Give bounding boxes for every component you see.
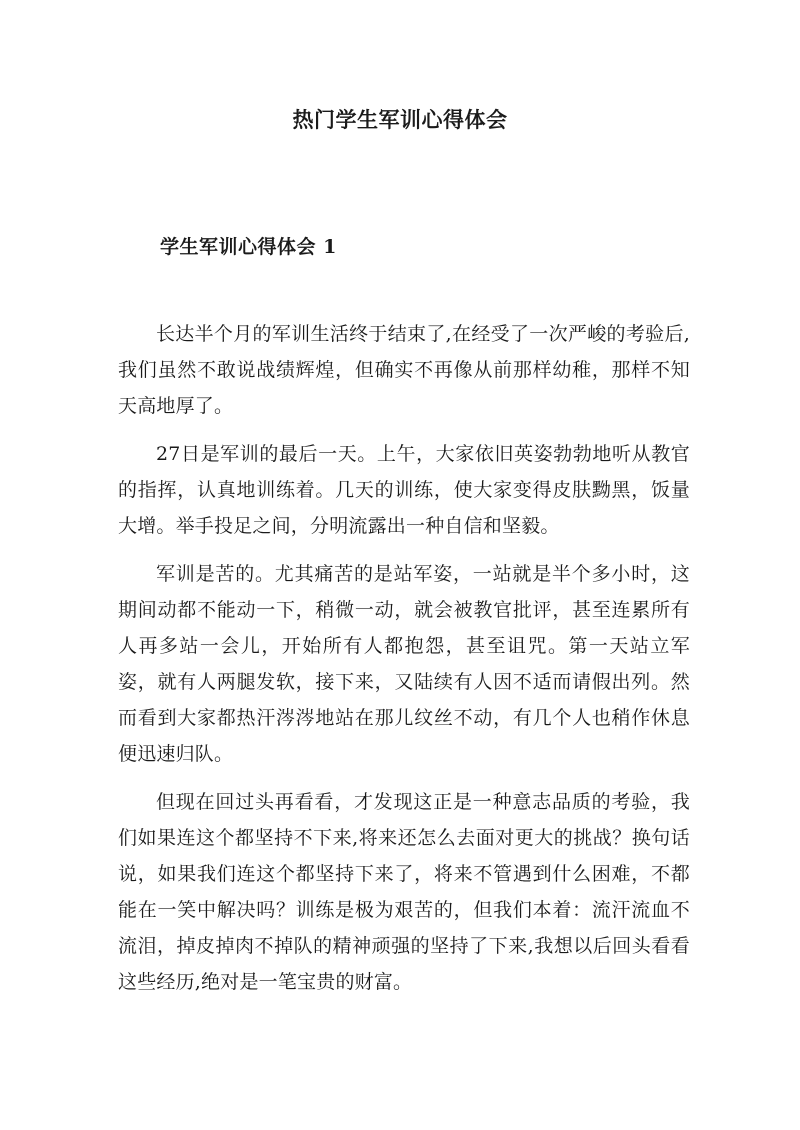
body-text [118, 316, 690, 1012]
paragraph: 但现在回过头再看看，才发现这正是一种意志品质的考验，我们如果连这个都坚持不下来,将来还怎么去面对更大的挑战？换句话说，如果我们连这个都坚持下来了，将来不管遇到什么困难，不都能在一笑中解决吗？训练是极为艰苦的，但我们本着：流汗流血不流泪，掉皮掉肉不掉队的精神顽强的坚持了下来,我想以后回头看看这些经历,绝对是一笔宝贵的财富。 [118, 791, 690, 993]
document-title: 热门学生军训心得体会 [292, 107, 508, 132]
paragraph: 27日是军训的最后一天。上午，大家依旧英姿勃勃地听从教官的指挥，认真地训练着。几天的训练，使大家变得皮肤黝黑，饭量大增。举手投足之间，分明流露出一种自信和坚毅。 [118, 443, 690, 537]
paragraph: 军训是苦的。尤其痛苦的是站军姿，一站就是半个多小时，这期间动都不能动一下，稍微一动，就会被教官批评，甚至连累所有人再多站一会儿，开始所有人都抱怨，甚至诅咒。第一天站立军姿，就有人两腿发软，接下来，又陆续有人因不适而请假出列。然而看到大家都热汗涔涔地站在那儿纹丝不动，有几个人也稍作休息便迅速归队。 [118, 563, 690, 765]
section-heading: 学生军训心得体会 1 [160, 236, 337, 258]
paragraph: 长达半个月的军训生活终于结束了,在经受了一次严峻的考验后,我们虽然不敢说战绩辉煌，但确实不再像从前那样幼稚，那样不知天高地厚了。 [118, 323, 690, 417]
